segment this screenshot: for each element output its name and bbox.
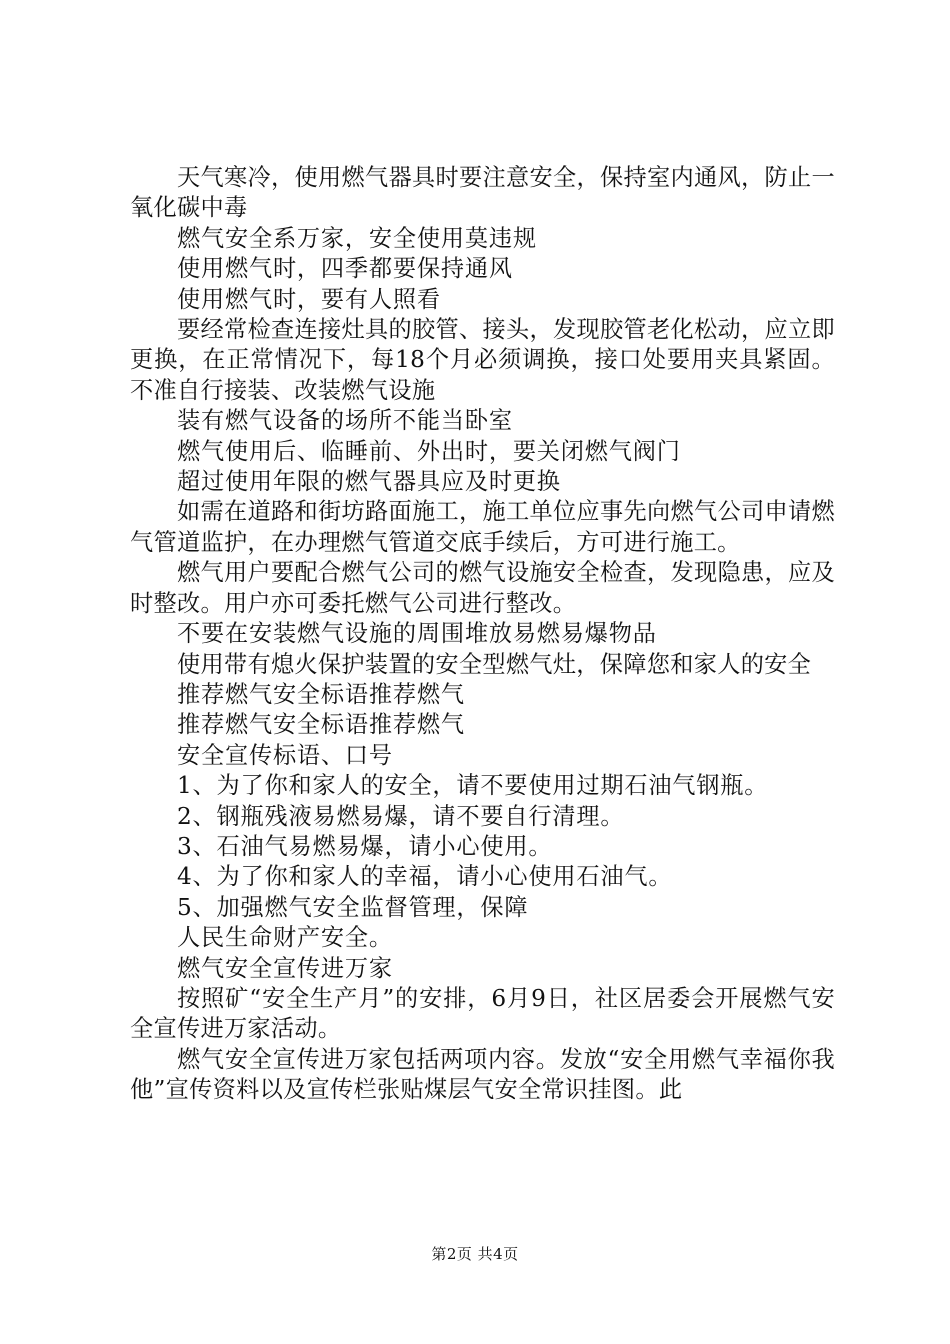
paragraph: 推荐燃气安全标语推荐燃气 bbox=[177, 711, 465, 739]
paragraph: 燃气用户要配合燃气公司的燃气设施安全检查，发现隐患，应及时整改。用户亦可委托燃气公司进行整改。 bbox=[130, 559, 835, 617]
paragraph: 天气寒冷，使用燃气器具时要注意安全，保持室内通风，防止一氧化碳中毒 bbox=[130, 164, 835, 222]
paragraph: 燃气安全宣传进万家包括两项内容。发放“安全用燃气幸福你我他”宣传资料以及宣传栏张贴煤层气安全常识挂图。此 bbox=[130, 1045, 835, 1104]
paragraph: 推荐燃气安全标语推荐燃气 bbox=[177, 680, 465, 708]
paragraph: 燃气使用后、临睡前、外出时，要关闭燃气阀门 bbox=[177, 437, 681, 465]
paragraph: 不要在安装燃气设施的周围堆放易燃易爆物品 bbox=[177, 620, 657, 648]
paragraph: 按照矿“安全生产月”的安排，6月9日，社区居委会开展燃气安全宣传进万家活动。 bbox=[130, 984, 835, 1043]
paragraph: 人民生命财产安全。 bbox=[177, 924, 393, 952]
section-heading: 燃气安全宣传进万家 bbox=[177, 954, 393, 982]
list-item: 4、为了你和家人的幸福，请小心使用石油气。 bbox=[177, 863, 673, 891]
list-item: 3、石油气易燃易爆，请小心使用。 bbox=[177, 832, 553, 860]
paragraph: 使用燃气时，四季都要保持通风 bbox=[177, 255, 513, 283]
paragraph: 要经常检查连接灶具的胶管、接头，发现胶管老化松动，应立即更换，在正常情况下，每18个月必须调换，接口处要用夹具紧固。不准自行接装、改装燃气设施 bbox=[130, 316, 835, 404]
paragraph: 使用燃气时，要有人照看 bbox=[177, 285, 441, 313]
list-item: 2、钢瓶残液易燃易爆，请不要自行清理。 bbox=[177, 802, 625, 830]
paragraph: 超过使用年限的燃气器具应及时更换 bbox=[177, 468, 561, 496]
list-item: 5、加强燃气安全监督管理，保障 bbox=[177, 893, 529, 921]
list-item: 1、为了你和家人的安全，请不要使用过期石油气钢瓶。 bbox=[177, 772, 769, 800]
paragraph: 使用带有熄火保护装置的安全型燃气灶，保障您和家人的安全 bbox=[177, 650, 812, 678]
paragraph: 装有燃气设备的场所不能当卧室 bbox=[177, 407, 513, 435]
page-footer: 第2页 共4页 bbox=[431, 1245, 519, 1263]
paragraph: 燃气安全系万家，安全使用莫违规 bbox=[177, 224, 537, 252]
paragraph: 安全宣传标语、口号 bbox=[177, 741, 393, 769]
paragraph: 如需在道路和街坊路面施工，施工单位应事先向燃气公司申请燃气管道监护，在办理燃气管道交底手续后，方可进行施工。 bbox=[130, 498, 835, 556]
document-body bbox=[130, 163, 835, 1106]
